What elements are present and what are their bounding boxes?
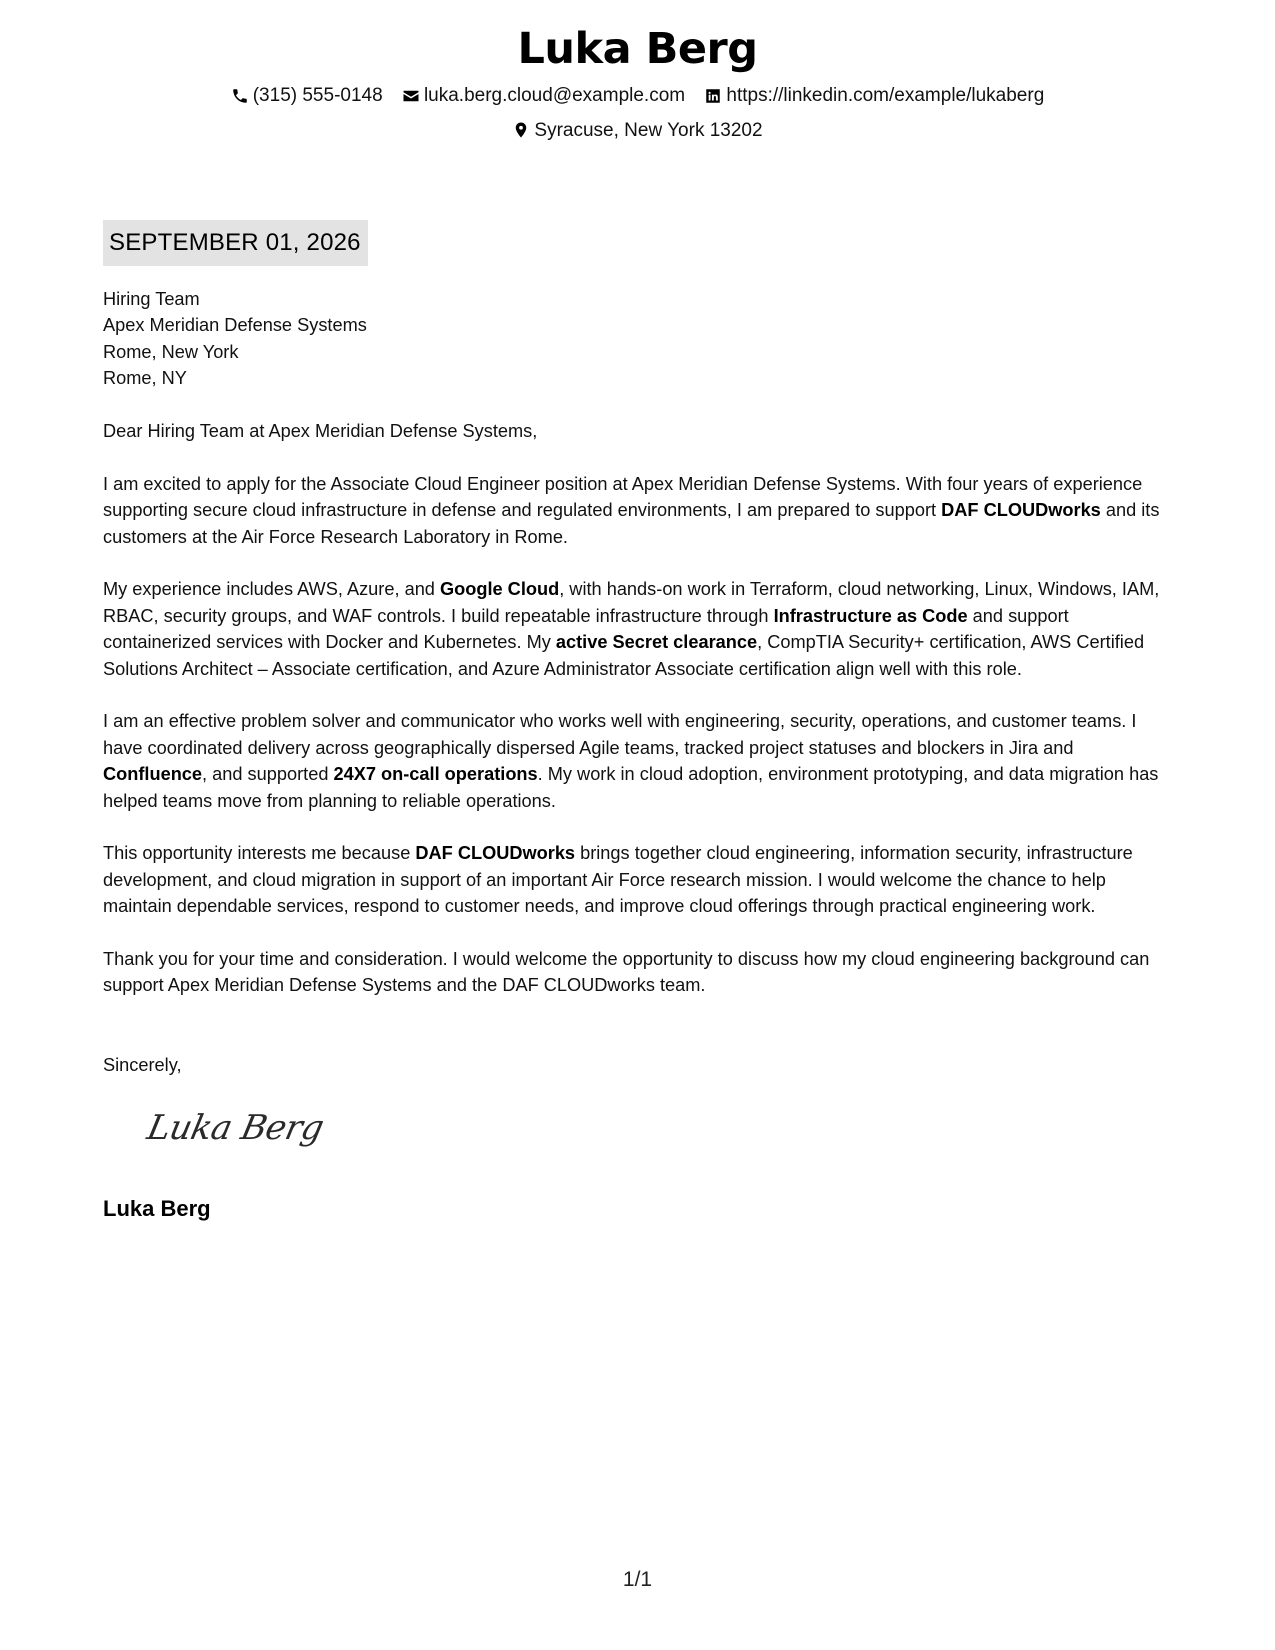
closing: Sincerely, [103, 1055, 182, 1075]
envelope-icon [402, 87, 420, 105]
location-contact [512, 115, 762, 146]
bold-phrase: DAF CLOUDworks [941, 500, 1101, 521]
body-paragraph-4 [103, 840, 1173, 919]
bold-phrase: Infrastructure as Code [773, 605, 968, 626]
contact-line-location [0, 115, 1275, 150]
linkedin-link[interactable]: https://linkedin.com/example/lukaberg [726, 85, 1045, 106]
page-number: 1/1 [622, 1568, 653, 1591]
bold-phrase: DAF CLOUDworks [415, 843, 576, 864]
phone-text: (315) 555-0148 [252, 85, 383, 106]
linkedin-icon [704, 87, 722, 105]
email-link[interactable]: luka.berg.cloud@example.com [423, 85, 686, 106]
phone-contact [231, 80, 383, 111]
body-paragraph-2 [103, 576, 1173, 682]
text-run: and its customers at the Air Force Research Laboratory in Rome. [103, 500, 1160, 547]
text-run: and support containerized services with Docker and Kubernetes. My [103, 605, 1069, 653]
location-text: Syracuse, New York 13202 [534, 119, 763, 141]
phone-icon [231, 87, 249, 105]
text-run: Thank you for your time and consideration. I would welcome the opportunity to discuss how my cloud engineering background can support Apex Meridian Defense Systems and the DAF CLOUDworks team. [103, 949, 1150, 996]
text-run: , and supported [202, 764, 334, 785]
body-paragraph-5 [103, 946, 1173, 999]
text-run: , CompTIA Security+ certification, AWS Certified Solutions Architect – Associate certification, and Azure Administrator Associate certification align well with this role. [103, 632, 1145, 679]
bold-phrase: Confluence [103, 764, 203, 785]
text-run: This opportunity interests me because [103, 843, 416, 864]
recipient-line: Hiring Team [103, 289, 200, 309]
contact-line-primary [0, 80, 1275, 115]
map-pin-icon [512, 121, 530, 139]
text-run: I am excited to apply for the Associate Cloud Engineer position at Apex Meridian Defense Systems. With four years of experience supporting secure cloud infrastructure in defense and regulated environments, I am prepared to support [103, 473, 1143, 521]
recipient-line: Rome, New York [103, 341, 239, 362]
applicant-name: Luka Berg [517, 24, 758, 74]
email-contact[interactable] [402, 80, 685, 111]
bold-phrase: 24X7 on-call operations [333, 764, 538, 785]
signer-name: Luka Berg [103, 1196, 211, 1221]
text-run: , with hands-on work in Terraform, cloud networking, Linux, Windows, IAM, RBAC, security groups, and WAF controls. I build repeatable infrastructure through [103, 579, 1160, 626]
bold-phrase: Google Cloud [439, 579, 560, 600]
text-run: My experience includes AWS, Azure, and [103, 579, 440, 600]
body-paragraph-1 [103, 471, 1173, 550]
letter-body [103, 286, 1173, 1025]
recipient-line: Rome, NY [103, 368, 187, 389]
handwritten-signature: Luka Berg [143, 1108, 328, 1148]
linkedin-contact[interactable] [704, 80, 1044, 111]
bold-phrase: active Secret clearance [555, 632, 758, 653]
recipient-line: Apex Meridian Defense Systems [103, 315, 367, 336]
letter-header [0, 18, 1275, 149]
text-run: brings together cloud engineering, information security, infrastructure development, and cloud migration in support of an important Air Force research mission. I would welcome the chance to help maintain dependable services, respond to customer needs, and improve cloud offerings through practical engineering work. [103, 843, 1133, 917]
body-paragraph-3 [103, 708, 1173, 814]
text-run: I am an effective problem solver and communicator who works well with engineering, security, operations, and customer teams. I have coordinated delivery across geographically dispersed Agile teams, tracked project statuses and blockers in Jira and [103, 711, 1137, 758]
text-run: . My work in cloud adoption, environment prototyping, and data migration has helped teams move from planning to reliable operations. [103, 764, 1159, 811]
salutation: Dear Hiring Team at Apex Meridian Defense Systems, [103, 421, 538, 442]
recipient-address [103, 286, 1173, 392]
letter-date: SEPTEMBER 01, 2026 [103, 220, 368, 266]
